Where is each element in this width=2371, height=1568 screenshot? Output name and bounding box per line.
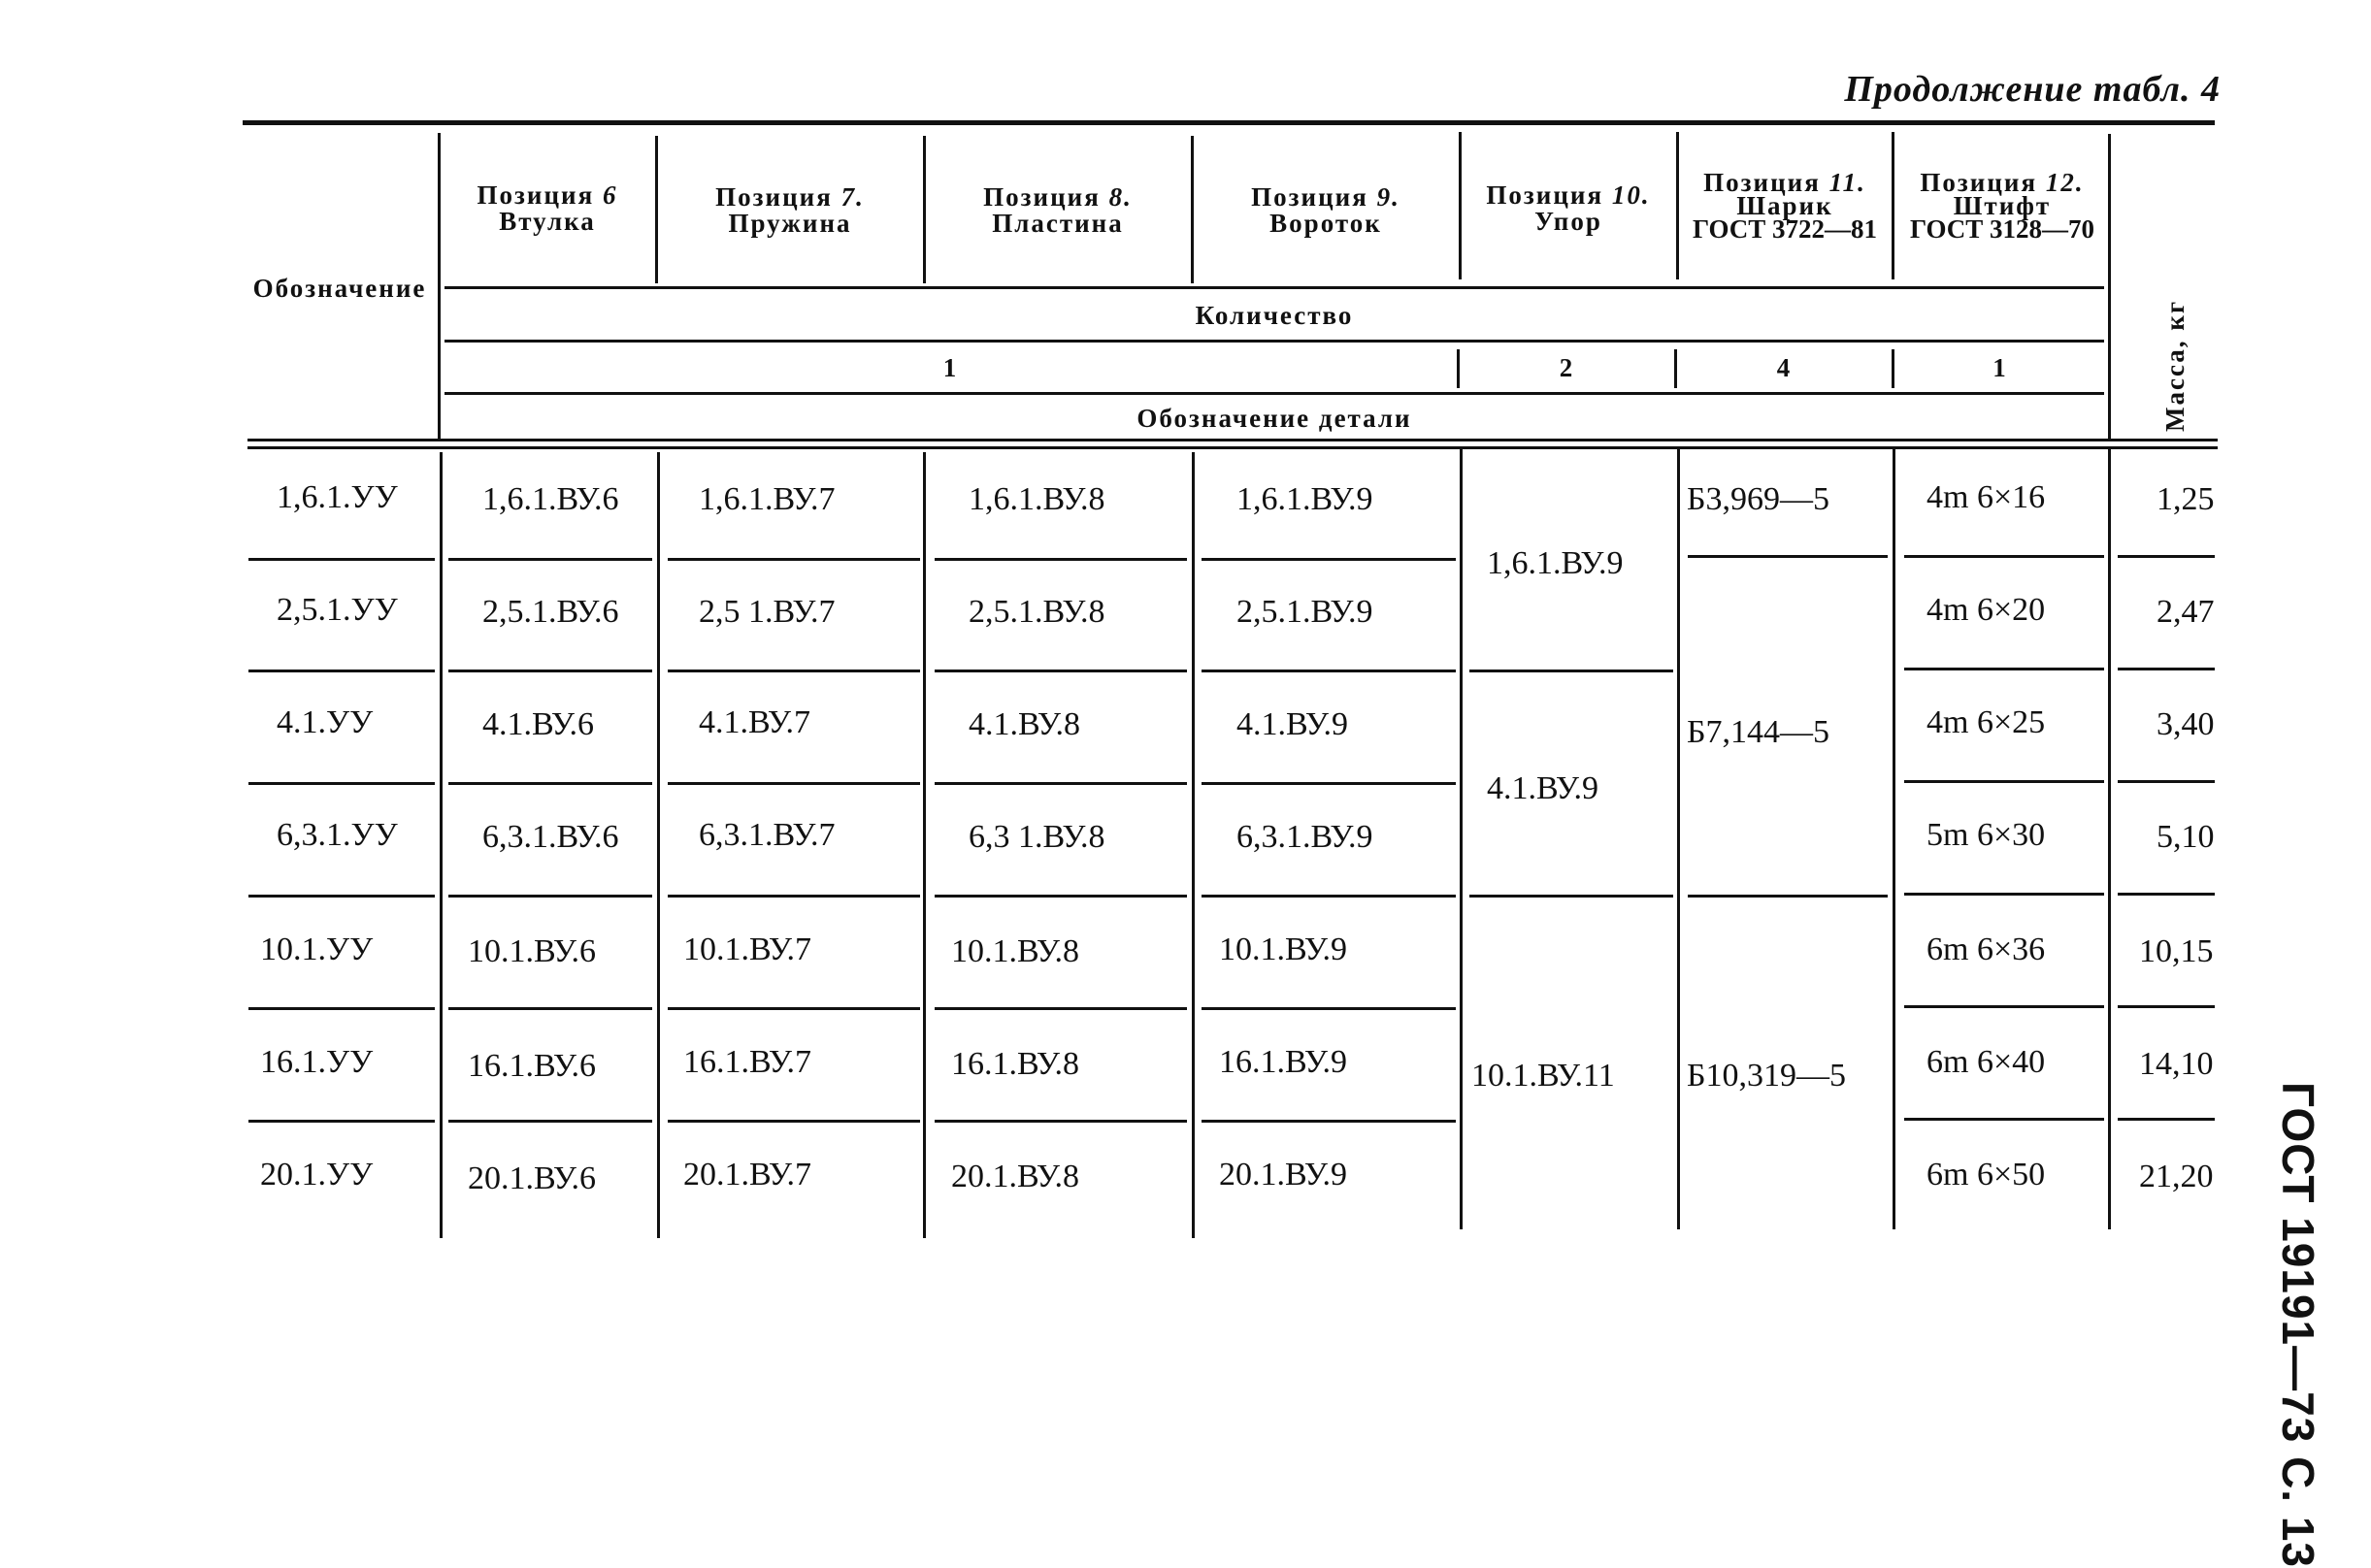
cell-p6: 10.1.ВУ.6: [468, 933, 596, 969]
header-part-designation: Обозначение детали: [1136, 404, 1412, 433]
row-sep-4-p9: [1202, 895, 1456, 898]
row-sep-2-designation: [248, 670, 435, 672]
cell-p12: 6m 6×50: [1926, 1157, 2046, 1192]
position-gost: ГОСТ 3722—81: [1692, 214, 1878, 244]
row-sep-1-p7: [668, 558, 920, 561]
cell-p6: 20.1.ВУ.6: [468, 1160, 596, 1196]
row-sep-2-p12: [1904, 668, 2104, 670]
position-number: 8.: [1108, 182, 1133, 212]
position-label: Позиция: [983, 182, 1101, 212]
cell-mass: 21,20: [2139, 1159, 2214, 1194]
body-vline-9-10: [1460, 448, 1463, 1229]
row-sep-5-p8: [935, 1007, 1187, 1010]
position-number: 6: [602, 180, 618, 210]
position-name: Вороток: [1269, 209, 1382, 238]
row-sep-4-p11: [1688, 895, 1888, 898]
cell-p12: 6m 6×36: [1926, 931, 2046, 967]
position-label: Позиция: [1486, 180, 1604, 210]
row-sep-1-p6: [448, 558, 652, 561]
position-name: Упор: [1534, 207, 1602, 236]
row-sep-4-p8: [935, 895, 1187, 898]
cell-mass: 3,40: [2157, 706, 2215, 742]
row-sep-4-p12: [1904, 893, 2104, 896]
body-vline-8-9: [1192, 452, 1195, 1238]
row-sep-3-p7: [668, 782, 920, 785]
cell-designation: 10.1.УУ: [260, 931, 374, 967]
header-position-10: [1462, 182, 1675, 235]
body-vline-11-12: [1893, 448, 1895, 1229]
row-sep-4-p7: [668, 895, 920, 898]
cell-p8: 1,6.1.ВУ.8: [969, 481, 1105, 517]
cell-mass: 14,10: [2139, 1046, 2214, 1082]
row-sep-6-p6: [448, 1120, 652, 1123]
row-sep-5-p7: [668, 1007, 920, 1010]
row-sep-4-designation: [248, 895, 435, 898]
qty-value-pos-6-9: 1: [942, 353, 959, 382]
body-vline-mass: [2108, 448, 2111, 1229]
row-sep-1-designation: [248, 558, 435, 561]
row-sep-2-p6: [448, 670, 652, 672]
row-sep-2-p10: [1469, 670, 1673, 672]
cell-p8: 2,5.1.ВУ.8: [969, 594, 1105, 630]
cell-designation: 16.1.УУ: [260, 1044, 374, 1080]
cell-p12: 6m 6×40: [1926, 1044, 2046, 1080]
header-rule-1: [445, 286, 2104, 289]
row-sep-4-p6: [448, 895, 652, 898]
row-sep-4-mass: [2118, 893, 2215, 896]
cell-p9: 20.1.ВУ.9: [1219, 1157, 1347, 1192]
cell-designation: 4.1.УУ: [277, 704, 374, 740]
row-sep-6-p8: [935, 1120, 1187, 1123]
row-sep-3-p9: [1202, 782, 1456, 785]
body-vline-6-7: [657, 452, 660, 1238]
position-number: 11.: [1828, 168, 1866, 197]
cell-p8: 16.1.ВУ.8: [951, 1046, 1079, 1082]
row-sep-6-p9: [1202, 1120, 1456, 1123]
cell-p6: 2,5.1.ВУ.6: [482, 594, 619, 630]
header-top-rule: [243, 120, 2215, 125]
cell-p12: 4m 6×20: [1926, 592, 2046, 628]
cell-p8: 20.1.ВУ.8: [951, 1159, 1079, 1194]
cell-p11-group-3: Б10,319—5: [1687, 1058, 1847, 1094]
cell-p9: 6,3.1.ВУ.9: [1236, 819, 1373, 855]
row-sep-6-mass: [2118, 1118, 2215, 1121]
qty-value-pos-11: 4: [1776, 353, 1793, 382]
cell-p7: 1,6.1.ВУ.7: [699, 481, 836, 517]
position-label: Позиция: [1920, 168, 2038, 197]
position-label: Позиция: [477, 180, 595, 210]
cell-p9: 10.1.ВУ.9: [1219, 931, 1347, 967]
position-name: Штифт: [1953, 191, 2052, 220]
qty-value-pos-10: 2: [1559, 353, 1575, 382]
row-sep-5-p12: [1904, 1005, 2104, 1008]
body-vline-7-8: [923, 452, 926, 1238]
cell-mass: 10,15: [2139, 933, 2214, 969]
position-gost: ГОСТ 3128—70: [1909, 214, 2095, 244]
header-bottom-rule-b: [247, 446, 2218, 449]
row-sep-6-designation: [248, 1120, 435, 1123]
cell-p10-group-2: 4.1.ВУ.9: [1487, 770, 1598, 806]
row-sep-5-p9: [1202, 1007, 1456, 1010]
row-sep-6-p7: [668, 1120, 920, 1123]
row-sep-3-designation: [248, 782, 435, 785]
cell-p7: 10.1.ВУ.7: [683, 931, 811, 967]
header-position-7: [658, 184, 922, 237]
row-sep-5-mass: [2118, 1005, 2215, 1008]
cell-p9: 1,6.1.ВУ.9: [1236, 481, 1373, 517]
row-sep-1-p12: [1904, 555, 2104, 558]
cell-p9: 4.1.ВУ.9: [1236, 706, 1348, 742]
position-label: Позиция: [715, 182, 833, 212]
cell-p7: 20.1.ВУ.7: [683, 1157, 811, 1192]
cell-p10-group-1: 1,6.1.ВУ.9: [1487, 545, 1624, 581]
cell-mass: 2,47: [2157, 594, 2215, 630]
row-sep-3-p8: [935, 782, 1187, 785]
cell-p8: 4.1.ВУ.8: [969, 706, 1080, 742]
cell-p6: 1,6.1.ВУ.6: [482, 481, 619, 517]
header-quantity: Количество: [1195, 301, 1354, 330]
cell-designation: 6,3.1.УУ: [277, 817, 398, 853]
cell-p7: 6,3.1.ВУ.7: [699, 817, 836, 853]
position-number: 7.: [840, 182, 865, 212]
header-position-6: [442, 182, 653, 235]
row-sep-1-p9: [1202, 558, 1456, 561]
position-name: Шарик: [1736, 191, 1833, 220]
row-sep-1-p11: [1688, 555, 1888, 558]
cell-p8: 10.1.ВУ.8: [951, 933, 1079, 969]
cell-p11-group-1: Б3,969—5: [1687, 481, 1830, 517]
row-sep-5-designation: [248, 1007, 435, 1010]
cell-p7: 4.1.ВУ.7: [699, 704, 810, 740]
cell-designation: 1,6.1.УУ: [277, 479, 398, 515]
position-label: Позиция: [1251, 182, 1368, 212]
header-position-9: [1194, 184, 1458, 237]
cell-p9: 16.1.ВУ.9: [1219, 1044, 1347, 1080]
row-sep-1-mass: [2118, 555, 2215, 558]
cell-p6: 16.1.ВУ.6: [468, 1048, 596, 1084]
cell-p6: 4.1.ВУ.6: [482, 706, 594, 742]
row-sep-2-mass: [2118, 668, 2215, 670]
header-position-11: [1677, 168, 1893, 244]
cell-p12: 4m 6×25: [1926, 704, 2046, 740]
row-sep-2-p9: [1202, 670, 1456, 672]
side-gost-label: ГОСТ 19191—73 С. 13: [2273, 1082, 2323, 1568]
row-sep-3-mass: [2118, 780, 2215, 783]
body-vline-designation: [440, 452, 443, 1238]
header-position-8: [926, 184, 1190, 237]
header-rule-2: [445, 340, 2104, 343]
cell-p12: 5m 6×30: [1926, 817, 2046, 853]
position-name: Пружина: [728, 209, 852, 238]
position-name: Втулка: [499, 207, 596, 236]
cell-p7: 16.1.ВУ.7: [683, 1044, 811, 1080]
cell-p12: 4m 6×16: [1926, 479, 2046, 515]
cell-designation: 2,5.1.УУ: [277, 592, 398, 628]
row-sep-2-p8: [935, 670, 1187, 672]
header-vline-designation: [438, 133, 441, 440]
cell-mass: 5,10: [2157, 819, 2215, 855]
position-number: 12.: [2045, 168, 2085, 197]
row-sep-4-p10: [1469, 895, 1673, 898]
header-designation: Обозначение: [252, 274, 427, 303]
cell-p9: 2,5.1.ВУ.9: [1236, 594, 1373, 630]
row-sep-3-p6: [448, 782, 652, 785]
qty-value-pos-12: 1: [1992, 353, 2008, 382]
cell-p8: 6,3 1.ВУ.8: [969, 819, 1105, 855]
cell-p10-group-3: 10.1.ВУ.11: [1471, 1058, 1615, 1094]
position-name: Пластина: [992, 209, 1124, 238]
header-mass: Масса, кг: [2160, 299, 2190, 432]
header-position-12: [1894, 168, 2110, 244]
header-rule-3: [445, 392, 2104, 395]
cell-p11-group-2: Б7,144—5: [1687, 714, 1830, 750]
body-vline-10-11: [1677, 448, 1680, 1229]
cell-p6: 6,3.1.ВУ.6: [482, 819, 619, 855]
row-sep-5-p6: [448, 1007, 652, 1010]
cell-mass: 1,25: [2157, 481, 2215, 517]
row-sep-3-p12: [1904, 780, 2104, 783]
position-label: Позиция: [1703, 168, 1821, 197]
row-sep-6-p12: [1904, 1118, 2104, 1121]
header-bottom-rule-a: [247, 439, 2218, 441]
cell-designation: 20.1.УУ: [260, 1157, 374, 1192]
table-caption: Продолжение табл. 4: [1844, 69, 2221, 110]
position-number: 9.: [1376, 182, 1400, 212]
position-number: 10.: [1611, 180, 1651, 210]
cell-p7: 2,5 1.ВУ.7: [699, 594, 836, 630]
row-sep-1-p8: [935, 558, 1187, 561]
row-sep-2-p7: [668, 670, 920, 672]
